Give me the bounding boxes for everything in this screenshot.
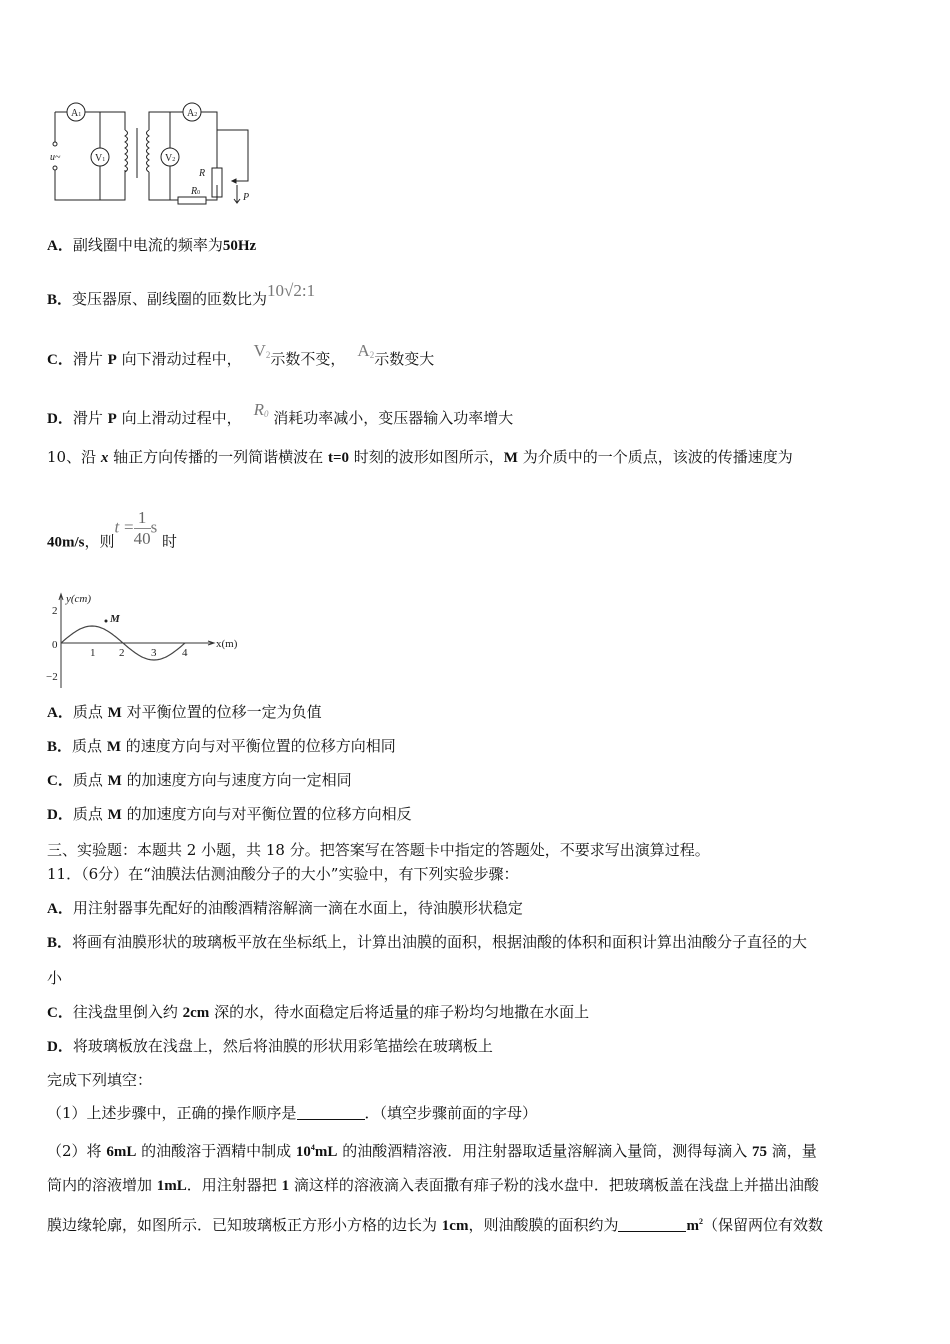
answer-blank-1[interactable] (297, 1105, 365, 1120)
q11-step-c: C．往浅盘里倒入约 2cm 深的水，待水面稳定后将适量的痱子粉均匀地撒在水面上 (47, 1003, 590, 1021)
point-m (105, 620, 108, 623)
svg-text:x(m): x(m) (216, 638, 237, 650)
svg-text:A2: A2 (187, 108, 198, 119)
svg-text:3: 3 (151, 647, 157, 659)
svg-text:R: R (199, 168, 206, 179)
fill-instruction: 完成下列填空： (47, 1071, 153, 1089)
q10-option-a: A．质点 M 对平衡位置的位移一定为负值 (47, 703, 322, 721)
svg-text:R0: R0 (191, 186, 201, 197)
resistor-r0 (178, 197, 206, 204)
q11-step-b-cont: 小 (47, 969, 63, 987)
svg-text:2: 2 (119, 647, 125, 659)
q11-step-a: A．用注射器事先配好的油酸酒精溶解滴一滴在水面上，待油膜形状稳定 (47, 899, 523, 917)
wave-graph (42, 590, 237, 690)
q10-option-d: D．质点 M 的加速度方向与对平衡位置的位移方向相反 (47, 805, 412, 823)
svg-text:V1: V1 (95, 153, 106, 164)
svg-text:y(cm): y(cm) (66, 593, 92, 605)
q9-option-b: B．变压器原、副线圈的匝数比为10√2:1 (47, 281, 316, 308)
q11-stem: 11．（6分）在“油膜法估测油酸分子的大小”实验中，有下列实验步骤： (47, 865, 519, 883)
transformer-circuit-diagram (45, 100, 260, 215)
svg-text:1: 1 (90, 647, 96, 659)
q11-part2-line3: 膜边缘轮廓，如图所示．已知玻璃板正方形小方格的边长为 1cm，则油酸膜的面积约为 $m^2$（保留两位有效数 (47, 1216, 823, 1234)
svg-text:u~: u~ (50, 152, 61, 163)
q9-option-d: D．滑片 P 向上滑动过程中， $R_0$ 消耗功率减小，变压器输入功率增大 (47, 400, 514, 427)
svg-text:−2: −2 (46, 671, 58, 683)
svg-text:M: M (110, 613, 120, 625)
svg-text:2: 2 (52, 605, 58, 617)
q11-step-b: B．将画有油膜形状的玻璃板平放在坐标纸上，计算出油膜的面积，根据油酸的体积和面积计算出油酸分子直径的大 (47, 933, 808, 951)
q11-part2-line2: 筒内的溶液增加 1mL．用注射器把 1 滴这样的溶液滴入表面撒有痱子粉的浅水盘中．把玻璃板盖在浅盘上并描出油酸 (47, 1176, 819, 1194)
answer-blank-2[interactable] (618, 1217, 686, 1232)
q10-stem: 10、沿 x 轴正方向传播的一列简谐横波在 t=0 时刻的波形如图所示，M 为介质中的一个质点，该波的传播速度为 (47, 448, 793, 466)
q10-option-b: B．质点 M 的速度方向与对平衡位置的位移方向相同 (47, 737, 396, 755)
q9-option-c: C．滑片 P 向下滑动过程中， $V_2$示数不变， $A_2$示数变大 (47, 341, 435, 368)
svg-text:A1: A1 (71, 108, 82, 119)
svg-text:P: P (243, 192, 250, 203)
q11-part1: （1）上述步骤中，正确的操作顺序是 ．（填空步骤前面的字母） (47, 1104, 538, 1122)
svg-text:0: 0 (52, 639, 58, 651)
q10-stem-line2: 40m/s，则t = $\frac{1}{40}$ s 时 (47, 508, 178, 551)
q10-option-c: C．质点 M 的加速度方向与速度方向一定相同 (47, 771, 352, 789)
time-fraction: $\frac{1}{40}$ (133, 508, 151, 548)
section-heading: 三、实验题：本题共 2 小题，共 18 分。把答案写在答题卡中指定的答题处，不要求写出演算过程。 (47, 841, 710, 859)
q9-option-a: A．副线圈中电流的频率为50Hz (47, 236, 257, 254)
svg-text:V2: V2 (165, 153, 176, 164)
q11-step-d: D．将玻璃板放在浅盘上，然后将油膜的形状用彩笔描绘在玻璃板上 (47, 1037, 493, 1055)
q11-part2-line1: （2）将 6mL 的油酸溶于酒精中制成 $10^4mL$ 的油酸酒精溶液．用注射器取适量溶解滴入量筒，测得每滴入 75 滴，量 (47, 1142, 817, 1160)
svg-text:4: 4 (182, 647, 188, 659)
